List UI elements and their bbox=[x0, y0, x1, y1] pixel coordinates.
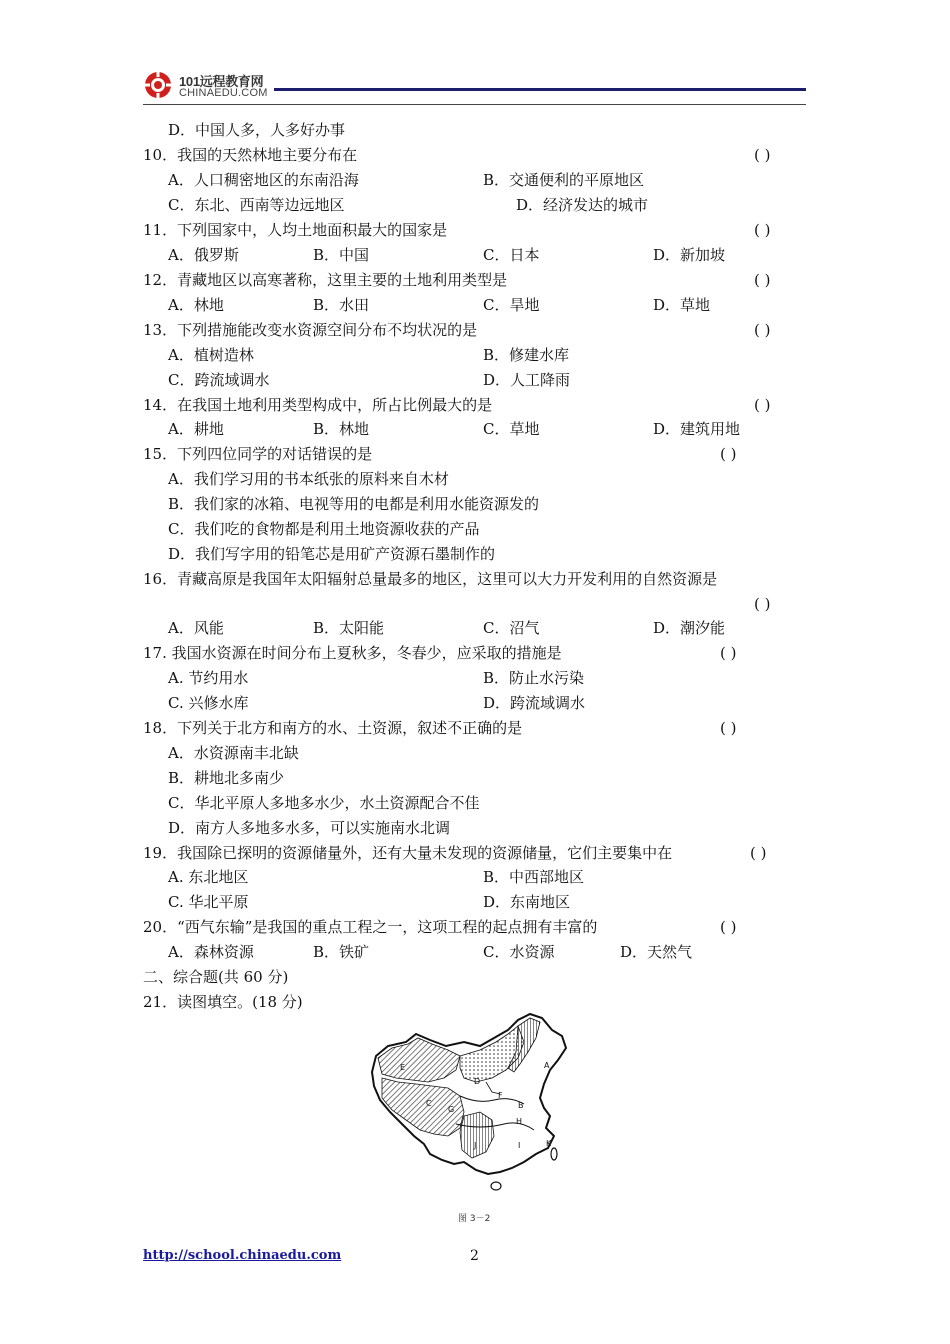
map-label-j: J bbox=[474, 1141, 477, 1150]
answer-blank[interactable]: ( ) bbox=[720, 719, 737, 737]
option-text: A．风能 bbox=[168, 619, 224, 637]
option-text: B．耕地北多南少 bbox=[168, 769, 285, 787]
map-label-i: I bbox=[518, 1141, 521, 1150]
option-text: B．防止水污染 bbox=[483, 669, 585, 687]
hainan-island bbox=[491, 1182, 501, 1190]
option-text: C．我们吃的食物都是利用土地资源收获的产品 bbox=[168, 520, 480, 538]
option-text: B．我们家的冰箱、电视等用的电都是利用水能资源发的 bbox=[168, 495, 540, 513]
question-stem: 16．青藏高原是我国年太阳辐射总量最多的地区，这里可以大力开发利用的自然资源是 bbox=[143, 570, 718, 588]
answer-blank[interactable]: ( ) bbox=[754, 396, 771, 414]
option-text: D．潮汐能 bbox=[653, 619, 726, 637]
question-stem: 17. 我国水资源在时间分布上夏秋多，冬春少，应采取的措施是 bbox=[143, 644, 562, 662]
question-stem: 13．下列措施能改变水资源空间分布不均状况的是 bbox=[143, 321, 478, 339]
map-label-f: F bbox=[498, 1091, 503, 1100]
answer-blank[interactable]: ( ) bbox=[720, 644, 737, 662]
option-text: A．林地 bbox=[168, 296, 224, 314]
answer-blank[interactable]: ( ) bbox=[754, 595, 771, 613]
option-text: D．跨流域调水 bbox=[483, 694, 586, 712]
option-text: C．旱地 bbox=[483, 296, 540, 314]
option-text: D．新加坡 bbox=[653, 246, 726, 264]
section-title: 二、综合题(共 60 分) bbox=[143, 968, 289, 986]
option-text: B．铁矿 bbox=[313, 943, 370, 961]
option-text: C. 华北平原 bbox=[168, 893, 249, 911]
option-text: B．交通便利的平原地区 bbox=[483, 171, 645, 189]
question-stem: 21．读图填空。(18 分) bbox=[143, 993, 303, 1011]
option-text: B．修建水库 bbox=[483, 346, 570, 364]
option-text: B．中国 bbox=[313, 246, 370, 264]
question-stem: 12．青藏地区以高寒著称，这里主要的土地利用类型是 bbox=[143, 271, 508, 289]
question-stem: 14．在我国土地利用类型构成中，所占比例最大的是 bbox=[143, 396, 493, 414]
option-text: D．中国人多，人多好办事 bbox=[168, 121, 346, 139]
option-text: D．草地 bbox=[653, 296, 711, 314]
option-text: D．天然气 bbox=[620, 943, 693, 961]
question-stem: 15．下列四位同学的对话错误的是 bbox=[143, 445, 373, 463]
question-stem: 18．下列关于北方和南方的水、土资源，叙述不正确的是 bbox=[143, 719, 523, 737]
option-text: D．我们写字用的铅笔芯是用矿产资源石墨制作的 bbox=[168, 545, 496, 563]
option-text: A. 东北地区 bbox=[168, 868, 249, 886]
option-text: D．建筑用地 bbox=[653, 420, 741, 438]
header-rule bbox=[274, 88, 806, 91]
site-logo[interactable] bbox=[143, 68, 293, 104]
map-label-a: A bbox=[544, 1061, 550, 1070]
map-label-k: K bbox=[546, 1139, 552, 1148]
option-text: D．南方人多地多水多，可以实施南水北调 bbox=[168, 819, 451, 837]
answer-blank[interactable]: ( ) bbox=[754, 221, 771, 239]
option-text: C．跨流域调水 bbox=[168, 371, 270, 389]
header-rule-thin bbox=[143, 104, 806, 105]
option-text: B．水田 bbox=[313, 296, 370, 314]
answer-blank[interactable]: ( ) bbox=[720, 918, 737, 936]
option-text: D．东南地区 bbox=[483, 893, 571, 911]
option-text: D．经济发达的城市 bbox=[516, 196, 649, 214]
map-label-d: D bbox=[474, 1077, 481, 1086]
option-text: A．俄罗斯 bbox=[168, 246, 239, 264]
answer-blank[interactable]: ( ) bbox=[754, 321, 771, 339]
option-text: C．草地 bbox=[483, 420, 540, 438]
option-text: A．森林资源 bbox=[168, 943, 254, 961]
option-text: A. 节约用水 bbox=[168, 669, 249, 687]
logo-brand: 101远程教育网 bbox=[179, 74, 264, 89]
map-label-b: B bbox=[518, 1101, 524, 1110]
option-text: B．林地 bbox=[313, 420, 370, 438]
logo-icon bbox=[143, 70, 173, 100]
map-label-h: H bbox=[516, 1117, 523, 1126]
figure-caption: 图 3－2 bbox=[458, 1214, 491, 1224]
option-text: D．人工降雨 bbox=[483, 371, 571, 389]
map-label-g: G bbox=[448, 1105, 455, 1114]
option-text: A．水资源南丰北缺 bbox=[168, 744, 299, 762]
option-text: B．太阳能 bbox=[313, 619, 385, 637]
option-text: A．我们学习用的书本纸张的原料来自木材 bbox=[168, 470, 449, 488]
option-text: C．日本 bbox=[483, 246, 540, 264]
taiwan-island bbox=[551, 1148, 557, 1160]
question-stem: 20．“西气东输”是我国的重点工程之一，这项工程的起点拥有丰富的 bbox=[143, 918, 598, 936]
answer-blank[interactable]: ( ) bbox=[720, 445, 737, 463]
option-text: C．沼气 bbox=[483, 619, 540, 637]
question-stem: 11．下列国家中，人均土地面积最大的国家是 bbox=[143, 221, 448, 239]
option-text: C. 兴修水库 bbox=[168, 694, 249, 712]
option-text: A．植树造林 bbox=[168, 346, 254, 364]
option-text: C．水资源 bbox=[483, 943, 555, 961]
question-stem: 19．我国除已探明的资源储量外，还有大量未发现的资源储量，它们主要集中在 bbox=[143, 844, 673, 862]
map-label-e: E bbox=[400, 1063, 406, 1072]
footer-link[interactable]: http://school.chinaedu.com bbox=[143, 1248, 342, 1263]
china-map-figure bbox=[368, 1012, 568, 1197]
option-text: A．人口稠密地区的东南沿海 bbox=[168, 171, 359, 189]
map-label-c: C bbox=[426, 1099, 432, 1108]
logo-brand-sub: CHINAEDU.COM bbox=[179, 87, 268, 99]
answer-blank[interactable]: ( ) bbox=[750, 844, 767, 862]
option-text: C．华北平原人多地多水少，水土资源配合不佳 bbox=[168, 794, 480, 812]
option-text: A．耕地 bbox=[168, 420, 224, 438]
answer-blank[interactable]: ( ) bbox=[754, 146, 771, 164]
page-number: 2 bbox=[470, 1248, 479, 1264]
option-text: C．东北、西南等边远地区 bbox=[168, 196, 345, 214]
question-stem: 10．我国的天然林地主要分布在 bbox=[143, 146, 358, 164]
option-text: B．中西部地区 bbox=[483, 868, 585, 886]
answer-blank[interactable]: ( ) bbox=[754, 271, 771, 289]
